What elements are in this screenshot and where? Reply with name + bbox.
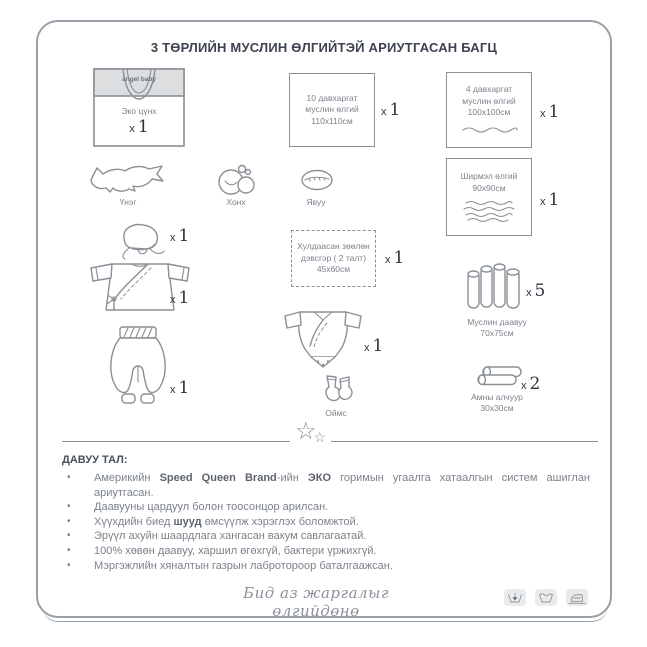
baby-hat-icon (114, 222, 168, 262)
bag-brand-text: angel baby (122, 76, 156, 83)
eco-bag-quantity: x 1 (129, 117, 149, 137)
advantage-item: • Даавууны цардуул болон тоосонцор арилсан. (62, 500, 590, 515)
bell-icon (214, 162, 260, 196)
waves-icon (460, 199, 518, 223)
pants-quantity: x 1 (170, 378, 190, 398)
wave-line-icon (457, 124, 521, 136)
socks-icon (320, 374, 354, 407)
advantage-item: • Эрүүл ахуйн шаардлага хангасан вакум савлагаатай. (62, 529, 590, 544)
cowrie-shell-icon (298, 167, 336, 193)
shell-illustration (298, 167, 336, 193)
bodysuit-icon (282, 307, 364, 373)
wrap-shirt-quantity: x 1 (170, 288, 190, 308)
quilted-quantity: x 1 (540, 190, 560, 210)
muslin10-quantity: x 1 (381, 100, 401, 120)
fox-icon (86, 161, 170, 197)
care-badge (504, 589, 526, 606)
muslin-towels-label: Муслин даавуу 70х75см (467, 317, 527, 338)
iron-icon (568, 591, 586, 605)
eco-bag-label: Эко цүнх (121, 106, 157, 116)
fox-illustration (86, 161, 170, 197)
brand-slogan: Бид аз жаргалыг өлгийдөнө (243, 584, 389, 620)
shell-label: Явуу (306, 197, 326, 207)
star-outline-small-icon: ☆ (313, 429, 327, 445)
advantages-heading: ДАВУУ ТАЛ: (62, 454, 128, 466)
star-outline-icon: ☆ (295, 418, 317, 445)
bodysuit-quantity: x 1 (364, 336, 384, 356)
socks-illustration (320, 374, 354, 407)
mouth-towels-label: Амны алчуур 30х30см (471, 392, 523, 413)
bullet-marker: • (67, 530, 71, 542)
bullet-marker: • (67, 472, 71, 483)
muslin4-quantity: x 1 (540, 102, 560, 122)
towel-rolls-icon (466, 263, 524, 313)
baby-pants-icon (106, 324, 170, 412)
page-title: 3 ТӨРЛИЙН МУСЛИН ӨЛГИЙТЭЙ АРИУТГАСАН БАГЦ (150, 40, 498, 55)
muslin4-box: 4 давхаргат муслин өлгий 100х100см (446, 72, 532, 148)
advantage-item: • Хүүхдийн биед шууд өмсүүлж хэрэглэх боломжтой. (62, 515, 590, 530)
socks-label: Оймс (325, 408, 347, 418)
bodysuit-illustration (282, 307, 364, 373)
care-icons (504, 589, 588, 606)
bullet-marker: • (67, 544, 71, 556)
fox-label: Үнэг (119, 197, 137, 207)
muslin10-box: 10 давхаргат муслин өлгий 110х110см (289, 73, 375, 147)
changing-mat-box: Хулдаасан зөөлөн дэвсгэр ( 2 талт) 45х60см (291, 230, 376, 287)
wash-basin-arrow-icon (507, 591, 523, 605)
mouth-towels-quantity: x 2 (521, 374, 541, 394)
care-badge (535, 589, 557, 606)
wash-basin-icon (538, 591, 554, 605)
bullet-marker: • (67, 515, 71, 527)
care-badge (566, 589, 588, 606)
advantage-item: • Мэргэжлийн хяналтын газрын лабротороор баталгаажсан. (62, 559, 590, 574)
changing-mat-quantity: x 1 (385, 248, 405, 268)
pants-illustration (106, 324, 170, 412)
muslin-towels-illustration (466, 263, 524, 313)
quilted-box: Ширмэл өлгий 90х90см (446, 158, 532, 236)
bullet-marker: • (67, 501, 71, 513)
hat-illustration (114, 222, 168, 262)
bullet-marker: • (67, 559, 71, 571)
advantage-item: • Америкийн Speed Queen Brand-ийн ЭКО горимын угаалга хатаалгын систем ашиглан ариутгасан. (62, 471, 590, 500)
advantages-list (62, 471, 590, 573)
hat-quantity: x 1 (170, 226, 190, 246)
towel-rolls-pair-icon (477, 365, 523, 389)
advantage-item: • 100% хөвөн даавуу, харшил өгөхгүй, бактери үржихгүй. (62, 544, 590, 559)
muslin-towels-quantity: x 5 (526, 281, 546, 301)
bell-label: Хонх (226, 197, 246, 207)
bell-illustration (214, 162, 260, 196)
divider-stars (290, 420, 331, 444)
mouth-towels-illustration (477, 365, 523, 389)
